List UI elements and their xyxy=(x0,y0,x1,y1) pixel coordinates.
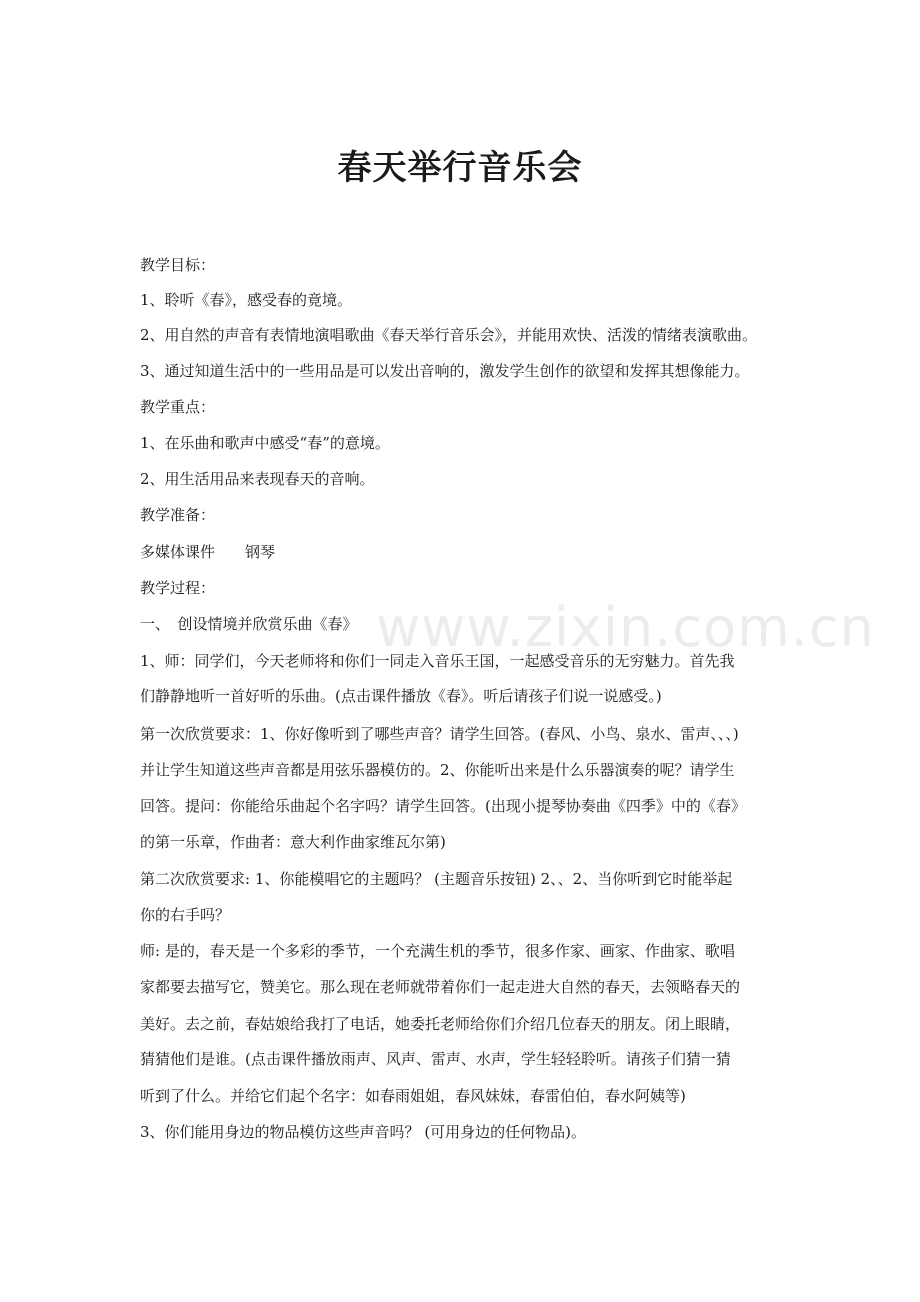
body-line: 第一次欣赏要求：1、你好像听到了哪些声音？请学生回答。(春风、小鸟、泉水、雷声、、、) xyxy=(140,725,739,743)
body-line: 家都要去描写它，赞美它。那么现在老师就带着你们一起走进大自然的春天，去领略春天的 xyxy=(140,978,741,996)
body-line: 1、师：同学们，今天老师将和你们一同走入音乐王国，一起感受音乐的无穷魅力。首先我 xyxy=(140,652,735,670)
body-line: 教学准备： xyxy=(140,506,216,524)
body-line: 听到了什么。并给它们起个名字：如春雨姐姐，春风妹妹，春雷伯伯，春水阿姨等) xyxy=(140,1087,686,1105)
body-line: 教学过程： xyxy=(140,579,216,597)
body-line: 师: 是的，春天是一个多彩的季节，一个充满生机的季节，很多作家、画家、作曲家、歌唱 xyxy=(140,942,735,960)
body-line: 教学重点： xyxy=(140,398,216,416)
body-line: 多媒体课件 钢琴 xyxy=(140,543,276,561)
body-line: 1、在乐曲和歌声中感受“春”的意境。 xyxy=(140,434,390,452)
body-line: 2、用自然的声音有表情地演唱歌曲《春天举行音乐会》，并能用欢快、活泼的情绪表演歌曲。 xyxy=(140,326,758,344)
body-line: 1、聆听《春》，感受春的竟境。 xyxy=(140,291,353,309)
body-line: 3、你们能用身边的物品模仿这些声音吗？ (可用身边的任何物品)。 xyxy=(140,1123,587,1141)
body-line: 一、 创设情境并欣赏乐曲《春》 xyxy=(140,615,358,633)
body-line: 3、通过知道生活中的一些用品是可以发出音响的，激发学生创作的欲望和发挥其想像能力。 xyxy=(140,362,750,380)
body-line: 美好。去之前，春姑娘给我打了电话，她委托老师给你们介绍几位春天的朋友。闭上眼睛， xyxy=(140,1015,741,1033)
body-line: 的第一乐章，作曲者：意大利作曲家维瓦尔第) xyxy=(140,833,446,851)
body-line: 并让学生知道这些声音都是用弦乐器模仿的。2、你能听出来是什么乐器演奏的呢？请学生 xyxy=(140,761,735,779)
body-line: 你的右手吗？ xyxy=(140,906,231,924)
body-line: 2、用生活用品来表现春天的音响。 xyxy=(140,470,375,488)
body-line: 们静静地听一首好听的乐曲。(点击课件播放《春》。听后请孩子们说一说感受。) xyxy=(140,687,662,705)
watermark: www.zixin.com.cn xyxy=(376,596,875,659)
document-title: 春天举行音乐会 xyxy=(337,148,583,188)
body-line: 教学目标： xyxy=(140,256,216,274)
body-line: 猜猜他们是谁。(点击课件播放雨声、风声、雷声、水声，学生轻轻聆听。请孩子们猜一猜 xyxy=(140,1050,731,1068)
body-line: 第二次欣赏要求: 1、你能模唱它的主题吗？ (主题音乐按钮) 2、、2、当你听到它时能举起 xyxy=(140,870,733,888)
body-line: 回答。提问：你能给乐曲起个名字吗？请学生回答。(出现小提琴协奏曲《四季》中的《春》 xyxy=(140,797,746,815)
